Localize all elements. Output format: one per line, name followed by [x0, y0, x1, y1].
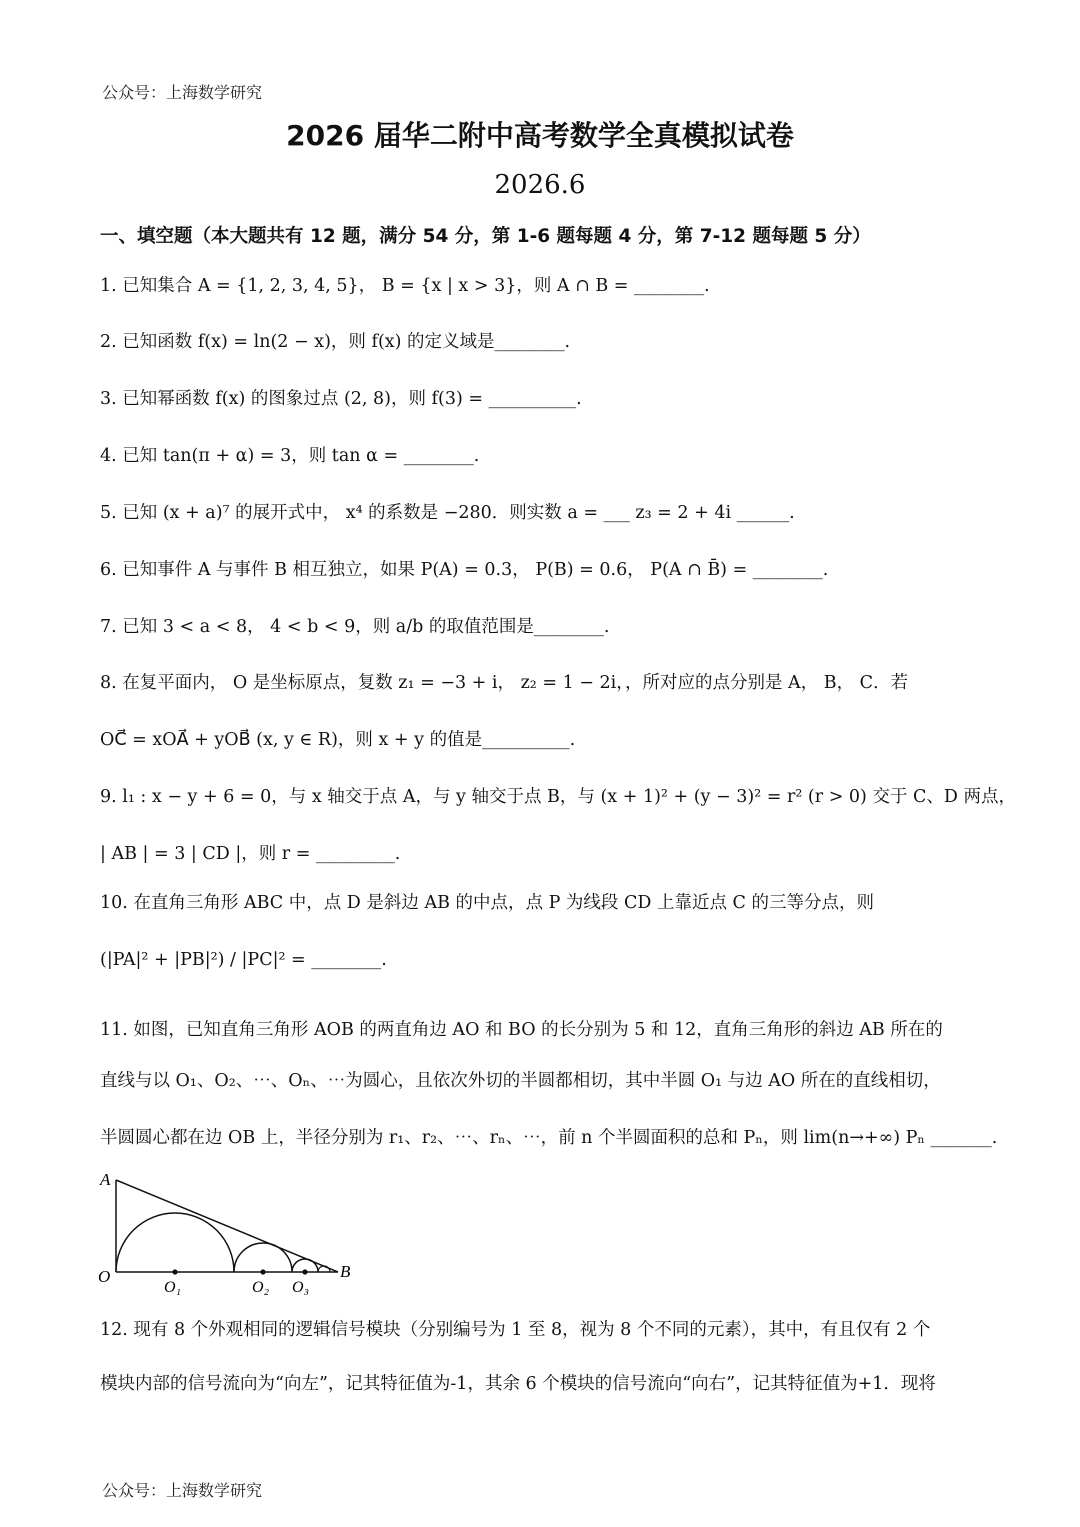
question-12-line-1: 12. 现有 8 个外观相同的逻辑信号模块（分别编号为 1 至 8，视为 8 个不同的元素），其中，有且仅有 2 个 [100, 1320, 931, 1340]
label-b: B [340, 1262, 351, 1281]
question-4: 4. 已知 tan(π + α) = 3，则 tan α = ________. [100, 446, 480, 466]
exam-date: 2026.6 [494, 170, 586, 200]
page-footer: 公众号：上海数学研究 [102, 1481, 263, 1500]
semicircle-o2 [234, 1243, 292, 1272]
semicircle-diagram [94, 1165, 374, 1300]
page-header: 公众号：上海数学研究 [102, 83, 263, 102]
segment-ab [116, 1180, 338, 1272]
question-11-line-3: 半圆圆心都在边 OB 上，半径分别为 r₁、r₂、⋯、rₙ、⋯，前 n 个半圆面积的总和 Pₙ，则 lim(n→+∞) Pₙ _______. [100, 1128, 998, 1148]
question-1: 1. 已知集合 A = {1, 2, 3, 4, 5}， B = {x | x > 3}，则 A ∩ B = ________. [100, 276, 710, 296]
label-o3: O₃ [292, 1279, 310, 1296]
question-10-line-2: (|PA|² + |PB|²) / |PC|² = ________. [100, 950, 387, 970]
label-o1: O₁ [164, 1279, 182, 1296]
question-10-line-1: 10. 在直角三角形 ABC 中，点 D 是斜边 AB 的中点，点 P 为线段 CD 上靠近点 C 的三等分点，则 [100, 893, 874, 913]
question-8-line-2: OC⃗ = xOA⃗ + yOB⃗ (x, y ∈ R)，则 x + y 的值是__________. [100, 730, 576, 750]
question-11-line-1: 11. 如图，已知直角三角形 AOB 的两直角边 AO 和 BO 的长分别为 5 和 12，直角三角形的斜边 AB 所在的 [100, 1020, 943, 1040]
label-o: O [98, 1267, 111, 1286]
question-8-line-1: 8. 在复平面内， O 是坐标原点，复数 z₁ = −3 + i， z₂ = 1 − 2i，，所对应的点分别是 A， B， C．若 [100, 673, 909, 693]
center-o1 [172, 1269, 177, 1274]
center-o2 [260, 1269, 265, 1274]
question-11-line-2: 直线与以 O₁、O₂、⋯、Oₙ、⋯为圆心，且依次外切的半圆都相切，其中半圆 O₁ 与边 AO 所在的直线相切， [100, 1071, 941, 1091]
label-o2: O₂ [252, 1279, 270, 1296]
question-12-line-2: 模块内部的信号流向为“向左”，记其特征值为-1，其余 6 个模块的信号流向“向右”，记其特征值为+1．现将 [100, 1374, 936, 1394]
question-5: 5. 已知 (x + a)⁷ 的展开式中， x⁴ 的系数是 −280．则实数 a = ___ z₃ = 2 + 4i ______. [100, 503, 795, 523]
question-6: 6. 已知事件 A 与事件 B 相互独立，如果 P(A) = 0.3， P(B) = 0.6， P(A ∩ B̄) = ________. [100, 560, 829, 580]
section-heading: 一、填空题（本大题共有 12 题，满分 54 分，第 1-6 题每题 4 分，第 7-12 题每题 5 分） [100, 226, 871, 247]
question-7: 7. 已知 3 < a < 8， 4 < b < 9，则 a/b 的取值范围是________. [100, 617, 610, 637]
center-o3 [302, 1269, 307, 1274]
question-9-line-1: 9. l₁ : x − y + 6 = 0，与 x 轴交于点 A，与 y 轴交于点 B，与 (x + 1)² + (y − 3)² = r² (r > 0) 交于 C、D 两点， [100, 787, 1016, 807]
question-3: 3. 已知幂函数 f(x) 的图象过点 (2, 8)，则 f(3) = __________. [100, 389, 582, 409]
question-2: 2. 已知函数 f(x) = ln(2 − x)，则 f(x) 的定义域是________. [100, 332, 571, 352]
label-a: A [100, 1170, 111, 1189]
question-9-line-2: | AB | = 3 | CD |，则 r = _________. [100, 844, 401, 864]
exam-title: 2026 届华二附中高考数学全真模拟试卷 [286, 119, 794, 152]
